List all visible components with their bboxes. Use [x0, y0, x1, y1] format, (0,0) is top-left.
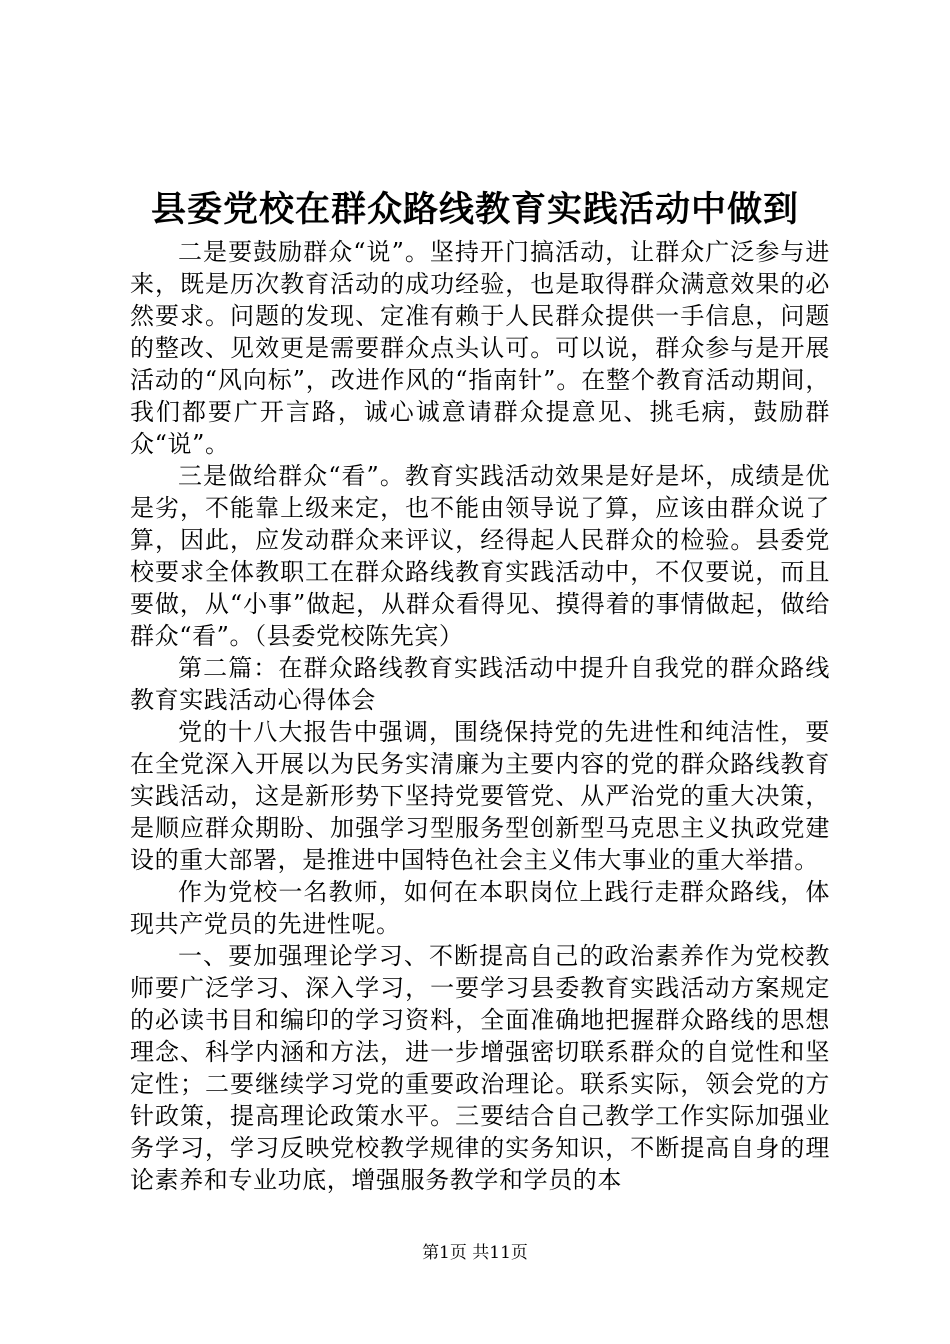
paragraph: 二是要鼓励群众“说”。坚持开门搞活动，让群众广泛参与进来，既是历次教育活动的成功经验，也是取得群众满意效果的必然要求。问题的发现、定准有赖于人民群众提供一手信息，问题的整改、见效更是需要群众点头认可。可以说，群众参与是开展活动的“风向标”，改进作风的“指南针”。在整个教育活动期间，我们都要广开言路，诚心诚意请群众提意见、挑毛病，鼓励群众“说”。	[130, 238, 830, 458]
paragraph: 三是做给群众“看”。教育实践活动效果是好是坏，成绩是优是劣，不能靠上级来定，也不能由领导说了算，应该由群众说了算，因此，应发动群众来评议，经得起人民群众的检验。县委党校要求全体教职工在群众路线教育实践活动中，不仅要说，而且要做，从“小事”做起，从群众看得见、摸得着的事情做起，做给群众“看”。（县委党校陈先宾）	[130, 462, 830, 650]
paragraph: 一、要加强理论学习、不断提高自己的政治素养作为党校教师要广泛学习、深入学习，一要学习县委教育实践活动方案规定的必读书目和编印的学习资料，全面准确地把握群众路线的思想理念、科学内涵和方法，进一步增强密切联系群众的自觉性和坚定性；二要继续学习党的重要政治理论。联系实际，领会党的方针政策，提高理论政策水平。三要结合自己教学工作实际加强业务学习，学习反映党校教学规律的实务知识，不断提高自身的理论素养和专业功底，增强服务教学和学员的本	[130, 942, 830, 1194]
page-footer: 第1页 共11页	[422, 1243, 528, 1263]
document-title: 县委党校在群众路线教育实践活动中做到	[150, 190, 799, 230]
document-body	[130, 236, 830, 1196]
paragraph: 作为党校一名教师，如何在本职岗位上践行走群众路线，体现共产党员的先进性呢。	[130, 878, 830, 938]
paragraph: 党的十八大报告中强调，围绕保持党的先进性和纯洁性，要在全党深入开展以为民务实清廉为主要内容的党的群众路线教育实践活动，这是新形势下坚持党要管党、从严治党的重大决策，是顺应群众期盼、加强学习型服务型创新型马克思主义执政党建设的重大部署，是推进中国特色社会主义伟大事业的重大举措。	[130, 718, 830, 874]
paragraph: 第二篇：在群众路线教育实践活动中提升自我党的群众路线教育实践活动心得体会	[130, 654, 830, 714]
